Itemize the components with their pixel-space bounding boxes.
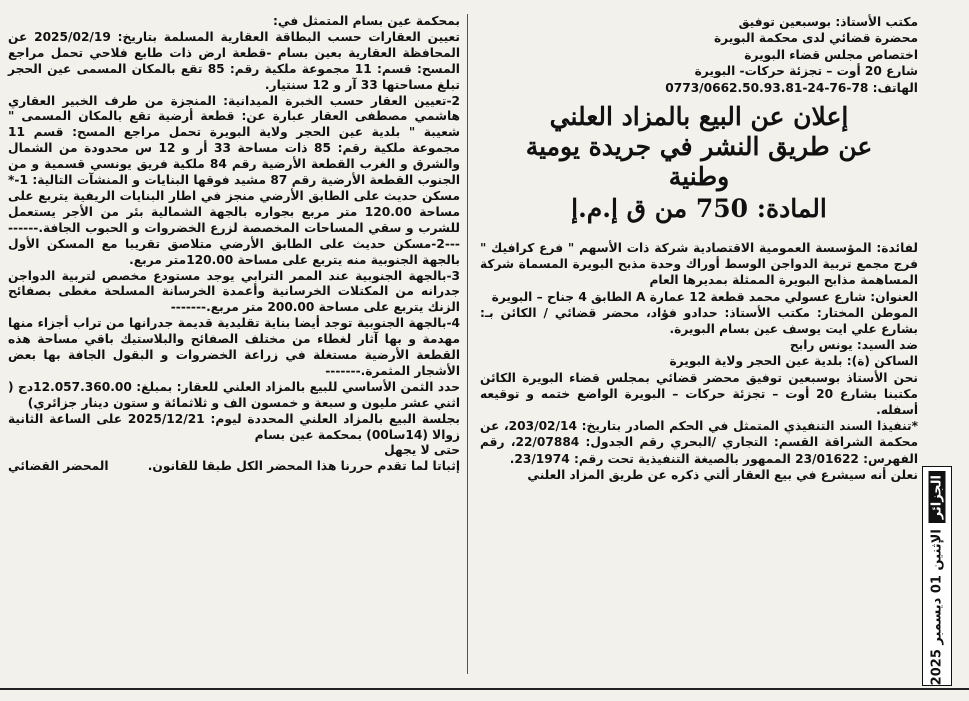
issue-date: الإثنين 01 ديسمبر 2025 <box>929 529 945 686</box>
office-address <box>480 14 918 96</box>
right-para-6: *تنفيذا السند التنفيذي المتمثل في الحكم الصادر بتاريخ: 203/02/14، عن محكمة الشراقة القسم: التجاري /البحري رقم الجدول: 22/07884، رقم الفهرس: 23/01622 الممهور بالصيغة التنفيذية تحت رقم: 23/1974. <box>480 419 918 466</box>
closing-statement: إثباتا لما تقدم حررنا هذا المحضر الكل طبقا للقانون. <box>147 459 460 474</box>
right-para-3: ضد السيد: يونس رابح <box>789 338 918 353</box>
left-para-6: بجلسة البيع بالمزاد العلني المحددة ليوم: 2025/12/21 على الساعة الثانية زوالا (14سا00) بمحكمة عين بسام <box>8 411 460 442</box>
office-line-2: اختصاص مجلس قضاء البويرة <box>744 47 918 62</box>
left-column <box>8 14 460 674</box>
right-para-2: الموطن المختار: مكتب الأستاذ: حدادو فؤاد، محضر قضائي / الكائن بـ: بشارع علي ايت يوسف عين بسام البويرة. <box>480 305 918 337</box>
office-line-1: محضرة قضائي لدى محكمة البويرة <box>713 31 918 46</box>
right-para-7: نعلن أنه سيشرع في بيع العقار ألتي ذكره عن طريق المزاد العلني <box>527 467 918 482</box>
date-sidebar <box>922 466 952 686</box>
right-para-1: العنوان: شارع عسولي محمد قطعة 12 عمارة A الطابق 4 جناح – البويرة <box>491 289 918 304</box>
bottom-rule <box>0 688 969 690</box>
left-para-7: حتى لا يجهل <box>384 443 460 458</box>
office-line-3: شارع 20 أوت – تجزئة حركات- البويرة <box>694 64 918 79</box>
right-column <box>480 14 918 684</box>
headline-article: المادة: 750 من ق إ.م.إ <box>571 194 827 224</box>
column-divider <box>467 14 468 674</box>
headline-line-3: وطنية <box>668 162 730 192</box>
left-para-3: 3-بالجهة الجنوبية عند الممر الترابي يوجد مستودع مخصص لتربية الدواجن جدرانه من المكتلات الخرسانية وأعمدة الخرسانة المسلحة مغطى بصفائح الزنك يتربع على مساحة 200.00 متر مربع.------- <box>8 268 460 315</box>
right-para-4: الساكن (ة): بلدية عين الحجر ولاية البويرة <box>669 354 918 369</box>
left-para-0: بمحكمة عين بسام المتمثل في: <box>272 14 460 28</box>
left-para-4: 4-بالجهة الجنوبية توجد أيضا بناية تقليدية قديمة جدرانها من تراب أجزاء منها مهدمة و بها آثار لغطاء من مختلف الصفائح والبلاستيك باقي مساحة هذه القطعة الأرضية مستغلة في زراعة الخضروات و البقول الجافة بها بعض الأشجار المثمرة.------- <box>8 316 460 378</box>
headline-line-2: عن طريق النشر في جريدة يومية <box>525 132 873 162</box>
right-body <box>480 240 918 483</box>
office-line-0: مكتب الأستاذ: بوسبعين توفيق <box>738 15 918 29</box>
sidebar-text <box>929 471 946 686</box>
left-para-2: 2-تعيين العقار حسب الخبرة الميدانية: المنجزة من طرف الخبير العقاري هاشمي مصطفى العقار عبارة عن: قطعة أرضية تقع بالمكان المسمى " شعيبة " بلدية عين الحجر ولاية البويرة تحمل مراجع المسح: قسم 11 مجموعة ملكية رقم: 85 ذات مساحة 33 أر و 12 س محدودة من الشمال والشرق و الغرب القطعة الأرضية رقم 84 ملكية فريق يونسي قسمية و من الجنوب القطعة الأرضية رقم 87 مشيد فوقها البنايات و المنشآت التالية: 1-* مسكن حديث على الطابق الأرضي منجز في اطار البنايات الريفية يتربع على مساحة 120.00 متر مربع بجواره بالجهة الشمالية بئر من الأجر يستعمل للشرب و سقي المساحات المخصصة لزرع الخضروات و الحبوب الجافة.---------2-مسكن حديث على الطابق الأرضي متلاصق تقريبا مع المسكن الأول بالجهة الجنوبية منه يتربع على مساحة 120.00متر مربع. <box>8 93 460 267</box>
newspaper-brand: الجزائر <box>929 471 946 523</box>
right-para-5: نحن الأستاذ بوسبعين توفيق محضر قضائي بمجلس قضاء البويرة الكائن مكتبنا بشارع 20 أوت – تجزئة حركات – البويرة الواضع ختمه و توقيعه أسفله. <box>480 370 918 418</box>
left-para-5: حدد الثمن الأساسي للبيع بالمزاد العلني للعقار: بمبلغ: 12.057.360.00دج ( اثني عشر مليون و سبعة و خمسون الف و ثلاثمائة و ستون دينار جزائري) <box>8 379 460 410</box>
headline-line-1: إعلان عن البيع بالمزاد العلني <box>549 102 849 132</box>
signature-label: المحضر القضائي <box>8 459 109 474</box>
right-para-0: لفائدة: المؤسسة العمومية الاقتصادية شركة ذات الأسهم " فرع كرافيك " فرج مجمع تربية الدواجن الوسط أوراك وحدة مذبح البويرة المسماة شركة المساهمة مذابح البويرة الممثلة بمديرها العام <box>480 241 918 288</box>
closing-line <box>8 459 460 475</box>
announcement-headline <box>480 102 918 226</box>
left-para-1: تعيين العقارات حسب البطاقة العقارية المسلمة بتاريخ: 2025/02/19 عن المحافظة العقارية بعين بسام -قطعة ارض ذات طابع فلاحي تحمل مراجع المسح: قسم: 11 مجموعة ملكية رقم: 85 تقع بالمكان المسمى عين الحجر تبلغ مساحتها 33 آر و 12 سنتيار. <box>8 29 460 92</box>
office-line-4: الهاتف: 78-76-24-0773/0662.50.93.81 <box>665 80 918 95</box>
